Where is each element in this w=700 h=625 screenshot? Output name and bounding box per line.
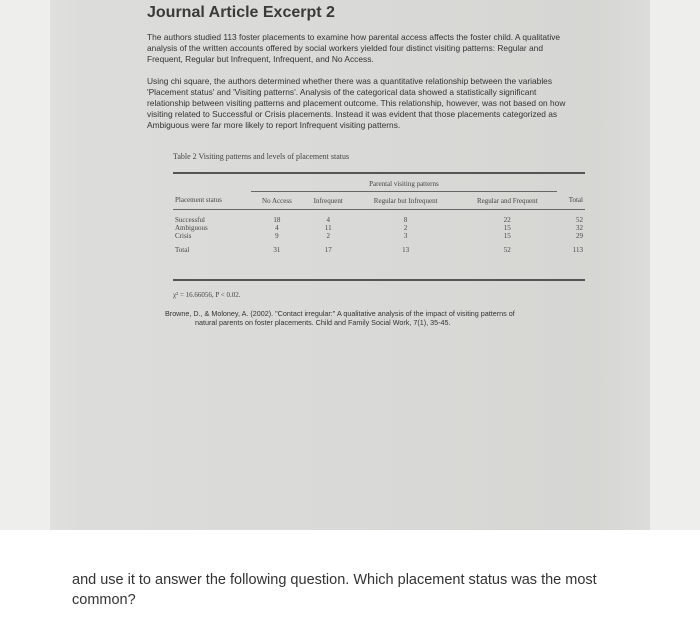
cell: 29 [576, 231, 583, 240]
cell: 15 [503, 223, 511, 232]
cell: 17 [324, 245, 332, 254]
header-cell: No Access [262, 196, 292, 205]
group-header: Parental visiting patterns [251, 180, 557, 192]
cell: 4 [326, 215, 330, 224]
cell: 11 [324, 223, 332, 232]
page-edge-right [650, 0, 700, 530]
page-edge-left [0, 0, 50, 530]
cell: 22 [503, 215, 511, 224]
excerpt-title: Journal Article Excerpt 2 [147, 4, 335, 21]
cell: Successful [175, 215, 205, 224]
cell: 13 [402, 245, 410, 254]
header-cell: Total [568, 196, 583, 205]
cell: Crisis [175, 231, 192, 240]
table-caption: Table 2 Visiting patterns and levels of placement status [173, 152, 350, 161]
cell: 3 [403, 231, 408, 240]
cell: 9 [275, 231, 279, 240]
table-row [173, 224, 585, 232]
total-row [173, 246, 585, 254]
citation [165, 309, 565, 327]
cell: 113 [572, 245, 583, 254]
cell: Ambiguous [175, 223, 208, 232]
cell: 15 [503, 231, 511, 240]
table-bottom-rule [173, 279, 585, 281]
cell: 2 [403, 223, 408, 232]
citation-line-1: Browne, D., & Moloney, A. (2002). "Contact irregular:" A qualitative analysis of the impact of visiting patterns of [165, 309, 515, 318]
cell: 4 [275, 223, 279, 232]
header-row [173, 192, 585, 210]
table-row [173, 216, 585, 224]
citation-line-2: natural parents on foster placements. Child and Family Social Work, 7(1), 35-45. [195, 318, 451, 327]
group-header-row [173, 180, 585, 192]
paragraph-2: Using chi square, the authors determined whether there was a quantitative relationship between the variables 'Placement status' and 'Visiting patterns'. Analysis of the categorical data showed a statistically significant relationship between visiting patterns and placement outcome. This relationship, however, was not based on how visiting related to Successful or Crisis placements. Instead it was evident that those placements categorized as Ambiguous were far more likely to report Infrequent visiting patterns. [147, 76, 566, 130]
cell: 18 [273, 215, 281, 224]
chi-square-stat: χ² = 16.66056, P < 0.02. [173, 291, 241, 299]
question-text: and use it to answer the following question. Which placement status was the most common? [72, 572, 597, 608]
paragraph-1: The authors studied 113 foster placements to examine how parental access affects the foster child. A qualitative analysis of the written accounts offered by social workers yielded four distinct visiting patterns: Regular and Frequent, Regular but Infrequent, Infrequent, and No Access. [147, 32, 561, 64]
header-cell: Infrequent [313, 196, 343, 205]
table-row [173, 232, 585, 240]
cell: 8 [403, 215, 408, 224]
cell: 31 [273, 245, 281, 254]
data-table [173, 180, 585, 254]
table-top-rule [173, 172, 585, 174]
header-cell: Regular and Frequent [476, 196, 538, 205]
cell: Total [175, 245, 190, 254]
header-cell: Placement status [175, 196, 222, 205]
cell: 52 [576, 215, 583, 224]
cell: 32 [576, 223, 583, 232]
header-cell: Regular but Infrequent [373, 196, 438, 205]
cell: 2 [326, 231, 330, 240]
cell: 52 [503, 245, 511, 254]
